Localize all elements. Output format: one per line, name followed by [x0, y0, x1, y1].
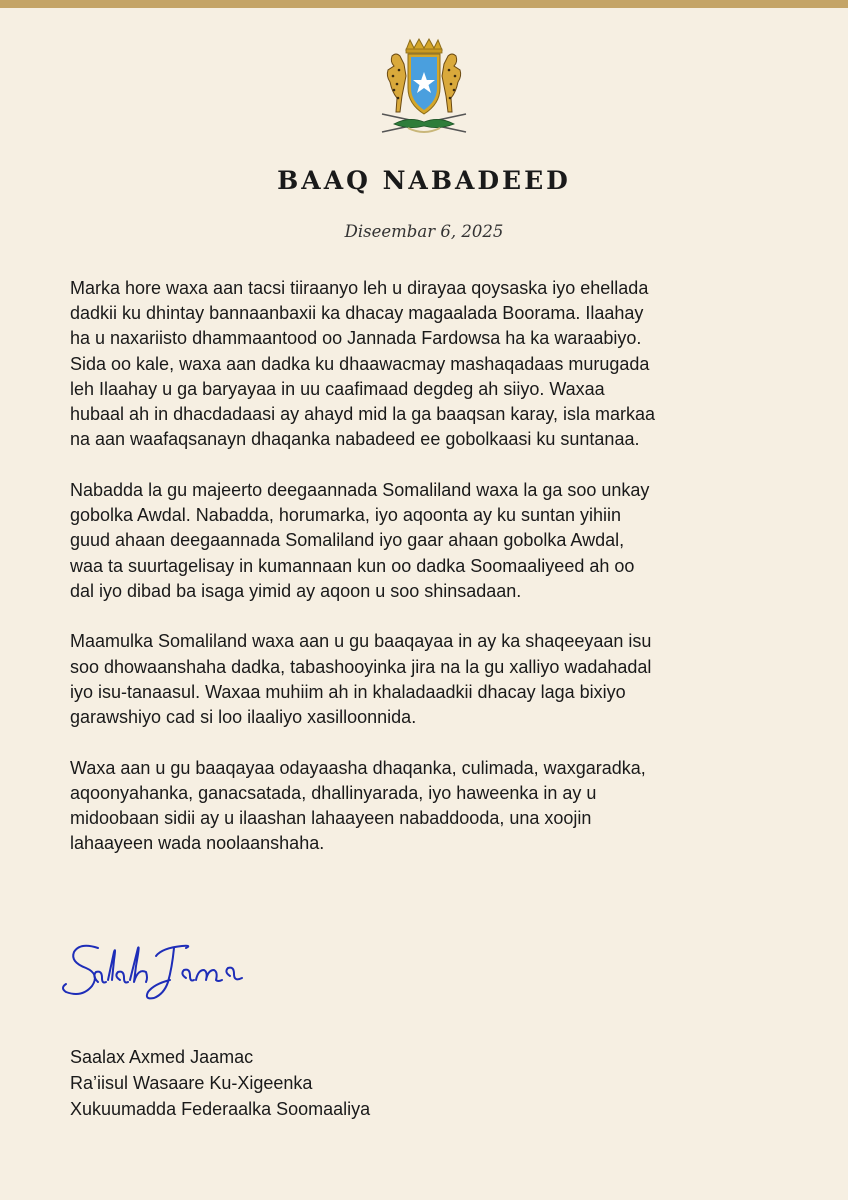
document-date: Diseembar 6, 2025: [344, 222, 504, 241]
signer-name: Saalax Axmed Jaamac: [70, 1047, 254, 1067]
text-line: lahaayeen wada noolaanshaha.: [70, 833, 325, 854]
text-line: aqoonyahanka, ganacsatada, dhallinyarada, iyo haweenka in ay u: [70, 782, 597, 803]
text-line: midoobaan sidii ay u ilaashan lahaayeen nabaddooda, una xoojin: [70, 808, 592, 829]
somalia-coat-of-arms-icon: [364, 36, 484, 140]
text-line: na aan waafaqsanayn dhaqanka nabadeed ee gobolkaasi ku suntanaa.: [70, 429, 640, 450]
handwritten-signature: [58, 938, 278, 1010]
text-line: guud ahaan deegaannada Somaliland iyo gaar ahaan gobolka Awdal,: [70, 530, 625, 551]
text-line: Waxa aan u gu baaqayaa odayaasha dhaqanka, culimada, waxgaradka,: [70, 757, 646, 778]
statement-body: [70, 276, 790, 882]
signer-organization: Xukuumadda Federaalka Soomaaliya: [70, 1098, 371, 1119]
signer-block: [70, 1045, 370, 1122]
text-line: gobolka Awdal. Nabadda, horumarka, iyo aqoonta ay ku suntan yihiin: [70, 505, 622, 526]
text-line: Maamulka Somaliland waxa aan u gu baaqayaa in ay ka shaqeeyaan isu: [70, 631, 652, 652]
text-line: dadkii ku dhintay bannaanbaxii ka dhacay magaalada Boorama. Ilaahay: [70, 303, 644, 324]
text-line: Sida oo kale, waxa aan dadka ku dhaawacmay mashaqadaas murugada: [70, 353, 650, 374]
text-line: ha u naxariisto dhammaantood oo Jannada Fardowsa ha ka waraabiyo.: [70, 328, 642, 349]
paragraph-2: [70, 478, 790, 604]
paragraph-3: [70, 629, 790, 730]
signer-title: Ra’iisul Wasaare Ku-Xigeenka: [70, 1072, 313, 1093]
text-line: iyo isu-tanaasul. Waxaa muhiim ah in khaladaadkii dhacay laga bixiyo: [70, 681, 626, 702]
text-line: garawshiyo cad si loo ilaaliyo xasilloonnida.: [70, 707, 417, 728]
text-line: dal iyo dibad ba isaga yimid ay aqoon u soo shinsadaan.: [70, 580, 522, 601]
text-line: hubaal ah in dhacdadaasi ay ahayd mid la ga baaqsan karay, isla markaa: [70, 404, 656, 425]
paragraph-1: [70, 276, 790, 452]
paragraph-4: [70, 756, 790, 857]
text-line: soo dhowaanshaha dadka, tabashooyinka jira na la gu xalliyo wadahadal: [70, 656, 652, 677]
text-line: leh Ilaahay u ga baryayaa in uu caafimaad degdeg ah siiyo. Waxaa: [70, 378, 605, 399]
text-line: Marka hore waxa aan tacsi tiiraanyo leh u dirayaa qoysaska iyo ehellada: [70, 278, 649, 298]
top-accent-bar: [0, 0, 848, 8]
text-line: waa ta suurtagelisay in kumannaan kun oo dadka Soomaaliyeed ah oo: [70, 555, 635, 576]
text-line: Nabadda la gu majeerto deegaannada Somaliland waxa la ga soo unkay: [70, 479, 650, 500]
document-title: BAAQ NABADEED: [277, 166, 571, 195]
